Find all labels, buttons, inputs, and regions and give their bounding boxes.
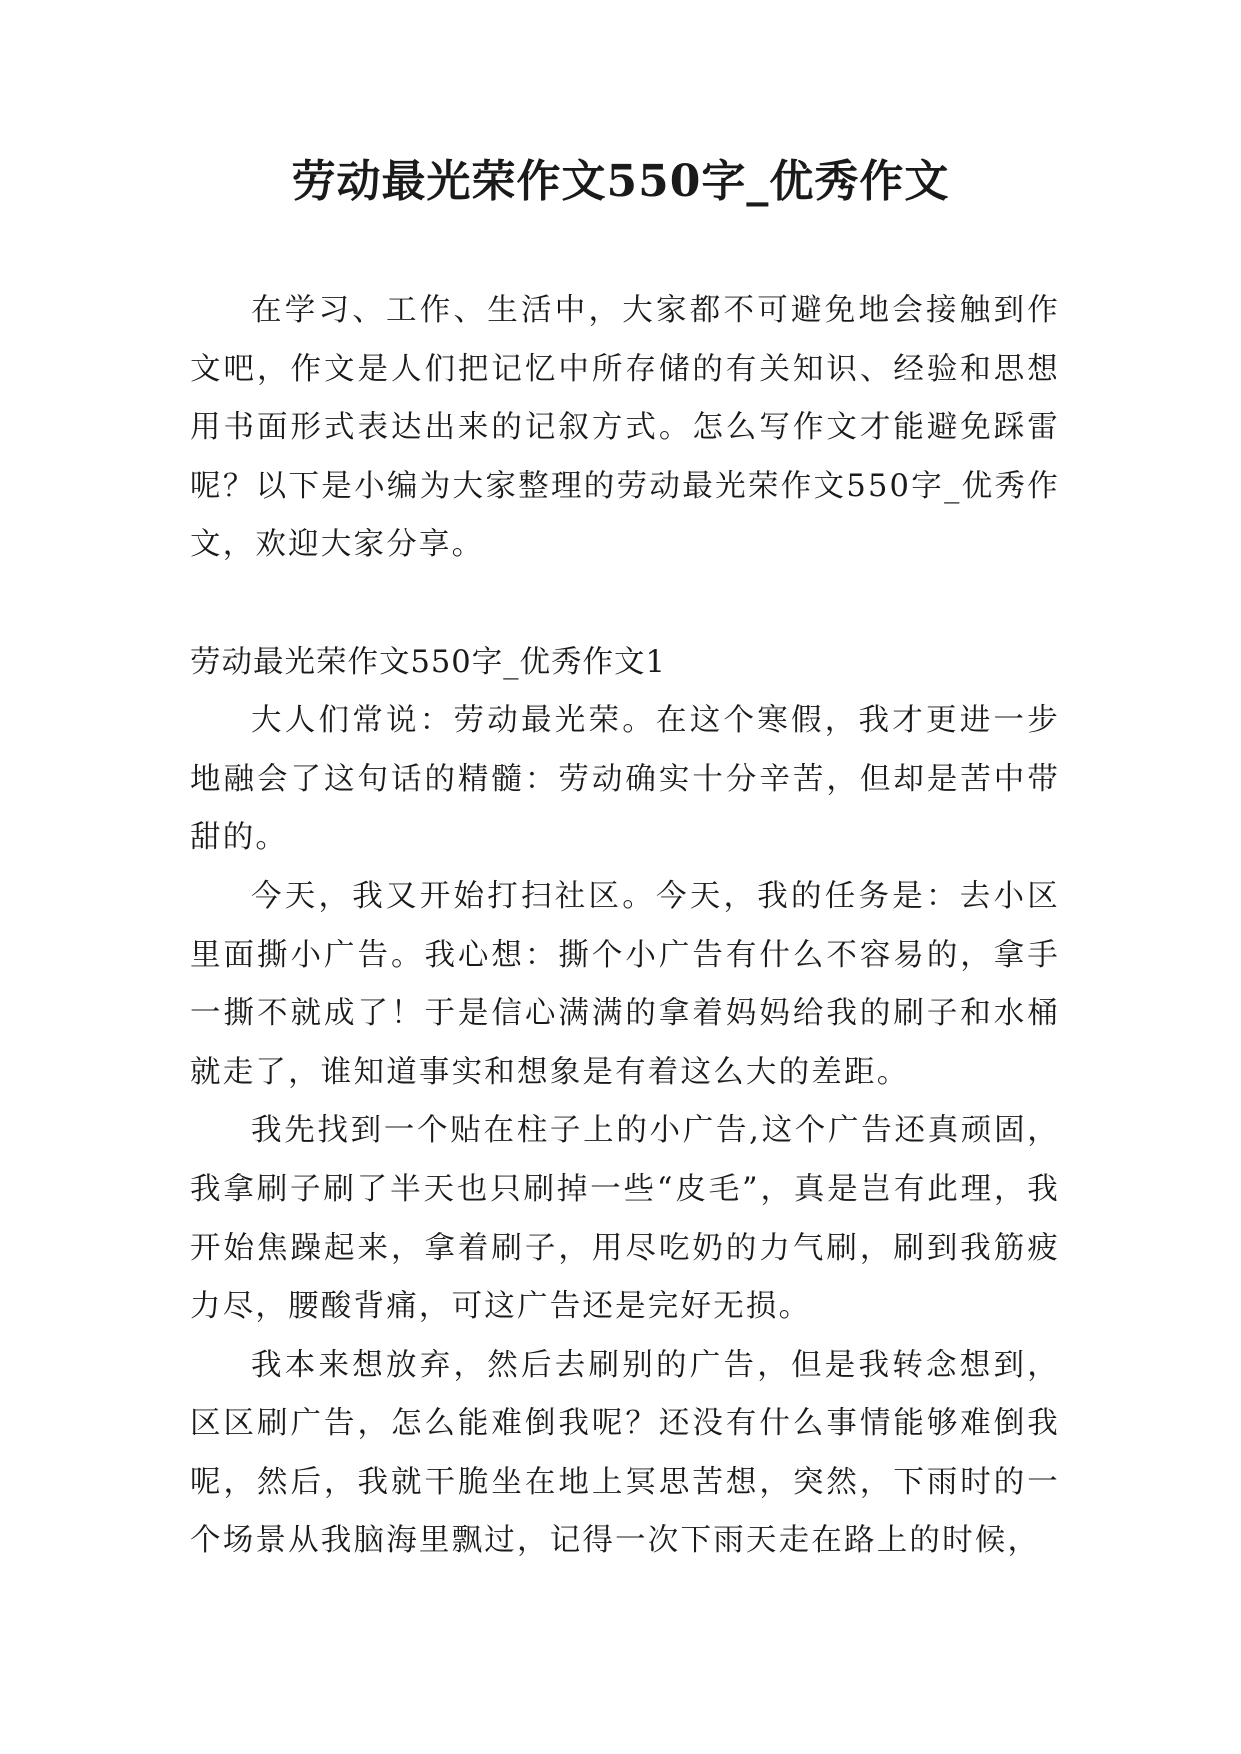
document-body [190, 282, 1060, 1571]
paragraph-spacer [190, 575, 1060, 634]
body-paragraph-2: 今天，我又开始打扫社区。今天，我的任务是：去小区里面撕小广告。我心想：撕个小广告有什么不容易的，拿手一撕不就成了！于是信心满满的拿着妈妈给我的刷子和水桶就走了，谁知道事实和想象是有着这么大的差距。 [190, 878, 1060, 1090]
document-title: 劳动最光荣作文550字_优秀作文 [291, 156, 950, 207]
body-paragraph-1: 大人们常说：劳动最光荣。在这个寒假，我才更进一步地融会了这句话的精髓：劳动确实十分辛苦，但却是苦中带甜的。 [190, 703, 1060, 856]
body-paragraph-4: 我本来想放弃，然后去刷别的广告，但是我转念想到，区区刷广告，怎么能难倒我呢？还没有什么事情能够难倒我呢，然后，我就干脆坐在地上冥思苦想，突然，下雨时的一个场景从我脑海里飘过，记得一次下雨天走在路上的时候， [190, 1347, 1060, 1559]
intro-paragraph: 在学习、工作、生活中，大家都不可避免地会接触到作文吧，作文是人们把记忆中所存储的有关知识、经验和思想用书面形式表达出来的记叙方式。怎么写作文才能避免踩雷呢？以下是小编为大家整理的劳动最光荣作文550字_优秀作文，欢迎大家分享。 [190, 293, 1060, 563]
section-heading: 劳动最光荣作文550字_优秀作文1 [190, 644, 666, 680]
body-paragraph-3: 我先找到一个贴在柱子上的小广告,这个广告还真顽固，我拿刷子刷了半天也只刷掉一些“皮毛”，真是岂有此理，我开始焦躁起来，拿着刷子，用尽吃奶的力气刷，刷到我筋疲力尽，腰酸背痛，可这广告还是完好无损。 [190, 1113, 1060, 1325]
